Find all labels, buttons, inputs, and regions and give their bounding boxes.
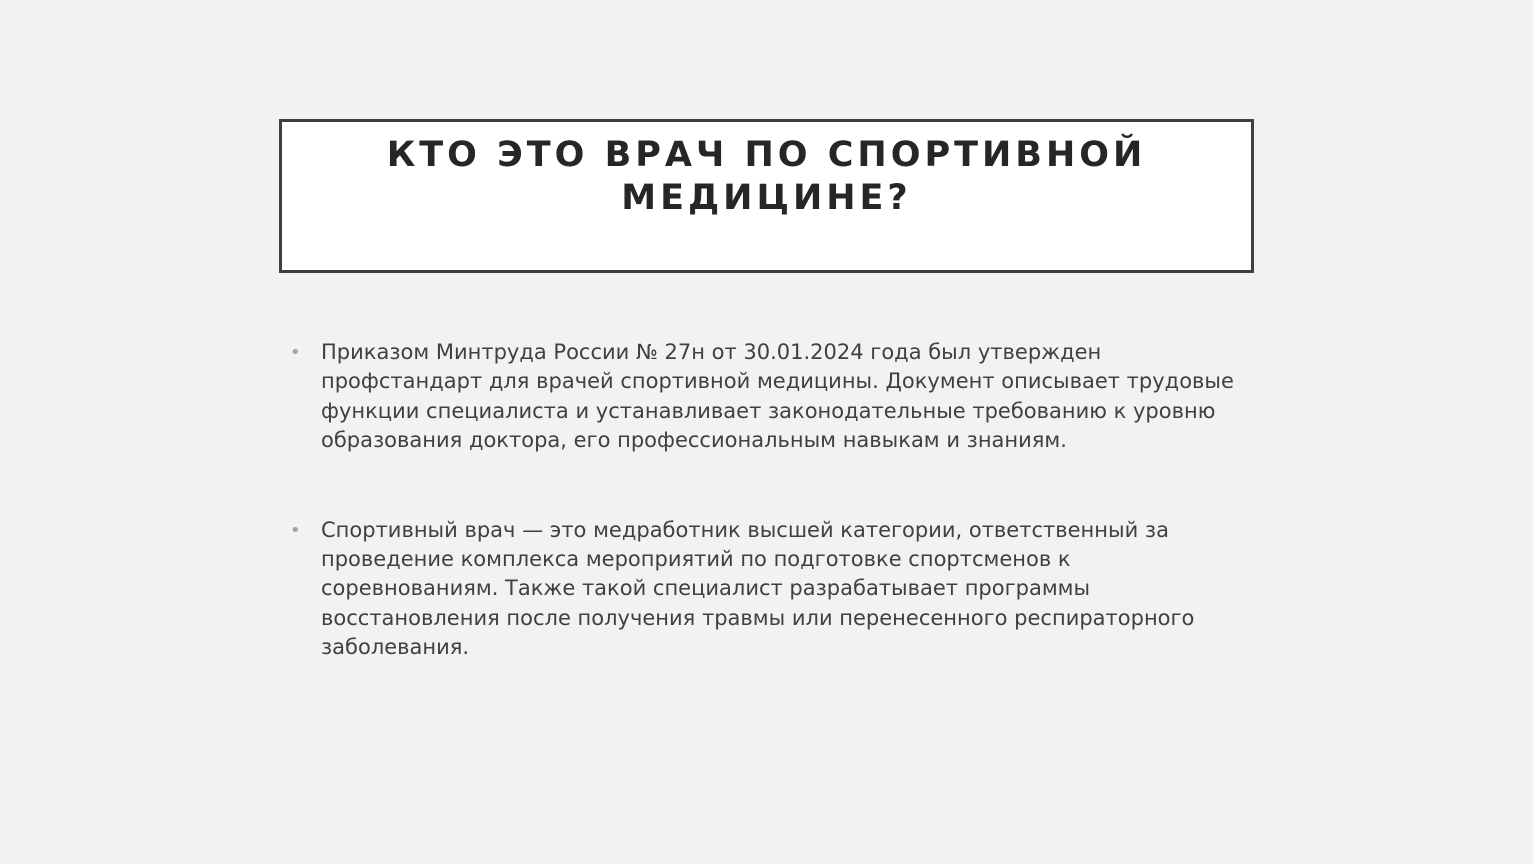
bullet-dot-icon: • [290, 519, 301, 541]
bullet-item-1 [290, 338, 1240, 456]
bullet-item-2 [290, 516, 1240, 663]
bullet-text-2: Спортивный врач — это медработник высшей категории, ответственный за проведение комплекса мероприятий по подготовке спортсменов к соревнованиям. Также такой специалист разрабатывает программы восстановления после получения травмы или перенесенного респираторного заболевания. [321, 517, 1195, 660]
bullet-dot-icon: • [290, 342, 301, 363]
bullet-text-1: Приказом Минтруда России № 27н от 30.01.2024 года был утвержден профстандарт для врачей спортивной медицины. Документ описывает трудовые функции специалиста и устанавливает законодательные требованию к уровню образования доктора, его профессиональным навыкам и знаниям. [321, 340, 1234, 453]
bullet-list [290, 338, 1240, 663]
title-box [279, 119, 1254, 273]
slide-title: КТО ЭТО ВРАЧ ПО СПОРТИВНОЙ МЕДИЦИНЕ? [386, 135, 1147, 218]
